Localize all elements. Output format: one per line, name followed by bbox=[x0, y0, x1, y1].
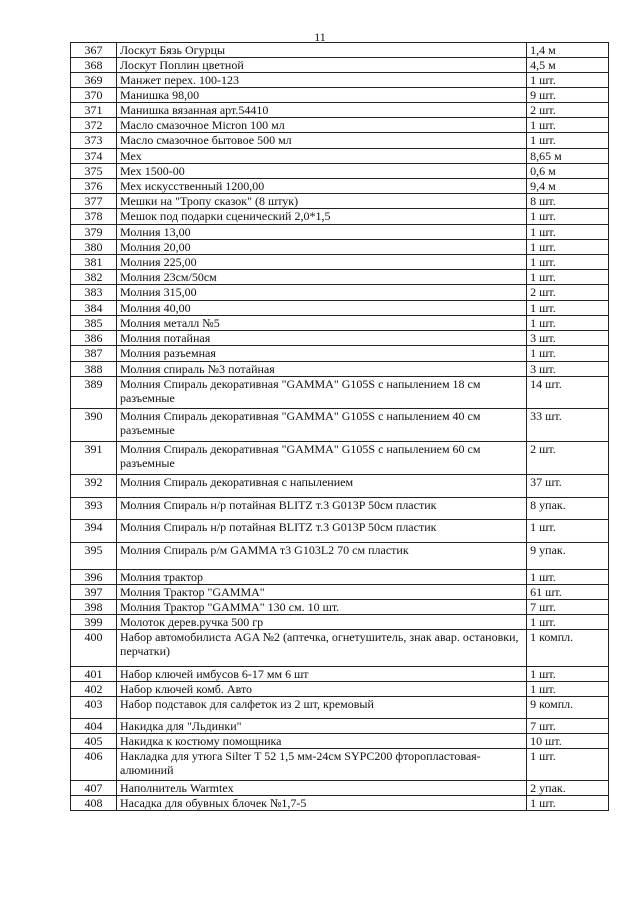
row-number: 382 bbox=[71, 270, 117, 285]
row-number: 376 bbox=[71, 179, 117, 194]
item-name: Лоскут Бязь Огурцы bbox=[117, 43, 527, 58]
item-quantity: 1 шт. bbox=[527, 301, 609, 316]
item-name: Молния Спираль декоративная "GAMMA" G105S с напылением 40 см разъемные bbox=[117, 409, 527, 442]
row-number: 386 bbox=[71, 331, 117, 346]
item-quantity: 0,6 м bbox=[527, 164, 609, 179]
table-row bbox=[71, 570, 609, 585]
table-row bbox=[71, 331, 609, 346]
row-number: 397 bbox=[71, 585, 117, 600]
item-quantity: 7 шт. bbox=[527, 719, 609, 734]
item-name: Манишка 98,00 bbox=[117, 88, 527, 103]
row-number: 402 bbox=[71, 682, 117, 697]
item-name: Молния 13,00 bbox=[117, 225, 527, 240]
inventory-table-body bbox=[71, 43, 609, 811]
item-name: Накидка для "Льдинки" bbox=[117, 719, 527, 734]
table-row bbox=[71, 346, 609, 362]
item-quantity: 2 шт. bbox=[527, 103, 609, 118]
item-name: Молния 20,00 bbox=[117, 240, 527, 255]
row-number: 392 bbox=[71, 475, 117, 498]
item-name: Молния Спираль декоративная с напылением bbox=[117, 475, 527, 498]
item-name: Молния 315,00 bbox=[117, 285, 527, 301]
item-quantity: 37 шт. bbox=[527, 475, 609, 498]
item-name: Масло смазочное Micron 100 мл bbox=[117, 118, 527, 133]
item-quantity: 4,5 м bbox=[527, 58, 609, 73]
row-number: 369 bbox=[71, 73, 117, 88]
item-name: Накидка к костюму помощника bbox=[117, 734, 527, 749]
table-row bbox=[71, 209, 609, 225]
table-row bbox=[71, 164, 609, 179]
table-row bbox=[71, 543, 609, 570]
table-row bbox=[71, 103, 609, 118]
item-name: Мех 1500-00 bbox=[117, 164, 527, 179]
row-number: 383 bbox=[71, 285, 117, 301]
table-row bbox=[71, 475, 609, 498]
item-name: Молния 40,00 bbox=[117, 301, 527, 316]
row-number: 396 bbox=[71, 570, 117, 585]
item-name: Набор ключей комб. Авто bbox=[117, 682, 527, 697]
item-name: Молния Трактор "GAMMA" bbox=[117, 585, 527, 600]
table-row bbox=[71, 316, 609, 331]
row-number: 384 bbox=[71, 301, 117, 316]
item-quantity: 3 шт. bbox=[527, 362, 609, 377]
row-number: 407 bbox=[71, 781, 117, 796]
row-number: 373 bbox=[71, 133, 117, 149]
row-number: 406 bbox=[71, 749, 117, 781]
item-quantity: 1 шт. bbox=[527, 667, 609, 682]
row-number: 378 bbox=[71, 209, 117, 225]
item-name: Молния трактор bbox=[117, 570, 527, 585]
item-name: Манжет перех. 100-123 bbox=[117, 73, 527, 88]
item-name: Мех bbox=[117, 149, 527, 164]
item-quantity: 1 шт. bbox=[527, 796, 609, 811]
table-row bbox=[71, 118, 609, 133]
table-row bbox=[71, 149, 609, 164]
item-quantity: 9 упак. bbox=[527, 543, 609, 570]
item-quantity: 1 компл. bbox=[527, 630, 609, 667]
item-quantity: 10 шт. bbox=[527, 734, 609, 749]
item-quantity: 9 шт. bbox=[527, 88, 609, 103]
row-number: 393 bbox=[71, 498, 117, 520]
row-number: 381 bbox=[71, 255, 117, 270]
table-row bbox=[71, 520, 609, 543]
item-quantity: 2 шт. bbox=[527, 285, 609, 301]
row-number: 403 bbox=[71, 697, 117, 719]
table-row bbox=[71, 270, 609, 285]
item-quantity: 1 шт. bbox=[527, 225, 609, 240]
row-number: 389 bbox=[71, 377, 117, 409]
item-quantity: 2 упак. bbox=[527, 781, 609, 796]
item-name: Манишка вязанная арт.54410 bbox=[117, 103, 527, 118]
table-row bbox=[71, 749, 609, 781]
table-row bbox=[71, 734, 609, 749]
item-name: Наполнитель Warmtex bbox=[117, 781, 527, 796]
row-number: 372 bbox=[71, 118, 117, 133]
page-number: 11 bbox=[314, 30, 326, 44]
row-number: 401 bbox=[71, 667, 117, 682]
item-name: Масло смазочное бытовое 500 мл bbox=[117, 133, 527, 149]
row-number: 380 bbox=[71, 240, 117, 255]
table-row bbox=[71, 179, 609, 194]
table-row bbox=[71, 585, 609, 600]
item-name: Мешки на "Тропу сказок" (8 штук) bbox=[117, 194, 527, 209]
table-row bbox=[71, 682, 609, 697]
table-row bbox=[71, 240, 609, 255]
row-number: 400 bbox=[71, 630, 117, 667]
table-row bbox=[71, 255, 609, 270]
item-name: Молния металл №5 bbox=[117, 316, 527, 331]
row-number: 385 bbox=[71, 316, 117, 331]
item-name: Набор ключей имбусов 6-17 мм 6 шт bbox=[117, 667, 527, 682]
table-row bbox=[71, 697, 609, 719]
item-name: Набор подставок для салфеток из 2 шт, кремовый bbox=[117, 697, 527, 719]
table-row bbox=[71, 88, 609, 103]
table-row bbox=[71, 73, 609, 88]
item-quantity: 1 шт. bbox=[527, 270, 609, 285]
item-quantity: 2 шт. bbox=[527, 442, 609, 475]
item-quantity: 1 шт. bbox=[527, 255, 609, 270]
table-row bbox=[71, 796, 609, 811]
table-row bbox=[71, 133, 609, 149]
table-row bbox=[71, 285, 609, 301]
row-number: 375 bbox=[71, 164, 117, 179]
item-quantity: 1 шт. bbox=[527, 520, 609, 543]
row-number: 374 bbox=[71, 149, 117, 164]
item-quantity: 8 шт. bbox=[527, 194, 609, 209]
table-row bbox=[71, 194, 609, 209]
row-number: 391 bbox=[71, 442, 117, 475]
row-number: 390 bbox=[71, 409, 117, 442]
table-row bbox=[71, 719, 609, 734]
item-quantity: 14 шт. bbox=[527, 377, 609, 409]
table-row bbox=[71, 667, 609, 682]
table-row bbox=[71, 301, 609, 316]
table-row bbox=[71, 442, 609, 475]
table-row bbox=[71, 498, 609, 520]
item-name: Лоскут Поплин цветной bbox=[117, 58, 527, 73]
row-number: 371 bbox=[71, 103, 117, 118]
item-quantity: 1,4 м bbox=[527, 43, 609, 58]
inventory-table bbox=[70, 42, 609, 811]
item-name: Молоток дерев.ручка 500 гр bbox=[117, 615, 527, 630]
item-quantity: 1 шт. bbox=[527, 749, 609, 781]
item-quantity: 61 шт. bbox=[527, 585, 609, 600]
item-name: Молния Спираль н/р потайная BLITZ т.3 G013P 50см пластик bbox=[117, 498, 527, 520]
item-name: Молния 225,00 bbox=[117, 255, 527, 270]
table-row bbox=[71, 630, 609, 667]
row-number: 377 bbox=[71, 194, 117, 209]
item-name: Молния разъемная bbox=[117, 346, 527, 362]
row-number: 408 bbox=[71, 796, 117, 811]
row-number: 404 bbox=[71, 719, 117, 734]
table-row bbox=[71, 58, 609, 73]
item-name: Молния Спираль декоративная "GAMMA" G105S с напылением 18 см разъемные bbox=[117, 377, 527, 409]
row-number: 367 bbox=[71, 43, 117, 58]
table-row bbox=[71, 615, 609, 630]
item-quantity: 1 шт. bbox=[527, 73, 609, 88]
item-quantity: 1 шт. bbox=[527, 615, 609, 630]
item-quantity: 1 шт. bbox=[527, 570, 609, 585]
item-quantity: 1 шт. bbox=[527, 682, 609, 697]
item-quantity: 9 компл. bbox=[527, 697, 609, 719]
item-quantity: 1 шт. bbox=[527, 346, 609, 362]
item-name: Молния потайная bbox=[117, 331, 527, 346]
item-name: Мешок под подарки сценический 2,0*1,5 bbox=[117, 209, 527, 225]
item-name: Молния Спираль р/м GAMMA т3 G103L2 70 см пластик bbox=[117, 543, 527, 570]
item-quantity: 8 упак. bbox=[527, 498, 609, 520]
item-quantity: 1 шт. bbox=[527, 209, 609, 225]
table-row bbox=[71, 43, 609, 58]
item-quantity: 3 шт. bbox=[527, 331, 609, 346]
row-number: 388 bbox=[71, 362, 117, 377]
row-number: 405 bbox=[71, 734, 117, 749]
table-row bbox=[71, 600, 609, 615]
row-number: 370 bbox=[71, 88, 117, 103]
item-name: Накладка для утюга Silter T 52 1,5 мм-24см SYPC200 фторопластовая-алюминий bbox=[117, 749, 527, 781]
row-number: 395 bbox=[71, 543, 117, 570]
table-row bbox=[71, 377, 609, 409]
item-name: Насадка для обувных блочек №1,7-5 bbox=[117, 796, 527, 811]
item-name: Молния 23см/50см bbox=[117, 270, 527, 285]
row-number: 368 bbox=[71, 58, 117, 73]
table-row bbox=[71, 225, 609, 240]
row-number: 394 bbox=[71, 520, 117, 543]
item-quantity: 1 шт. bbox=[527, 133, 609, 149]
item-name: Мех искусственный 1200,00 bbox=[117, 179, 527, 194]
item-quantity: 1 шт. bbox=[527, 240, 609, 255]
table-row bbox=[71, 409, 609, 442]
row-number: 399 bbox=[71, 615, 117, 630]
item-quantity: 9,4 м bbox=[527, 179, 609, 194]
item-quantity: 1 шт. bbox=[527, 316, 609, 331]
item-name: Молния Трактор "GAMMA" 130 см. 10 шт. bbox=[117, 600, 527, 615]
row-number: 387 bbox=[71, 346, 117, 362]
row-number: 398 bbox=[71, 600, 117, 615]
item-quantity: 8,65 м bbox=[527, 149, 609, 164]
item-name: Молния спираль №3 потайная bbox=[117, 362, 527, 377]
table-row bbox=[71, 781, 609, 796]
item-name: Набор автомобилиста AGA №2 (аптечка, огнетушитель, знак авар. остановки, перчатки) bbox=[117, 630, 527, 667]
item-quantity: 1 шт. bbox=[527, 118, 609, 133]
item-name: Молния Спираль декоративная "GAMMA" G105S с напылением 60 см разъемные bbox=[117, 442, 527, 475]
item-quantity: 33 шт. bbox=[527, 409, 609, 442]
item-quantity: 7 шт. bbox=[527, 600, 609, 615]
row-number: 379 bbox=[71, 225, 117, 240]
item-name: Молния Спираль н/р потайная BLITZ т.3 G013P 50см пластик bbox=[117, 520, 527, 543]
table-row bbox=[71, 362, 609, 377]
